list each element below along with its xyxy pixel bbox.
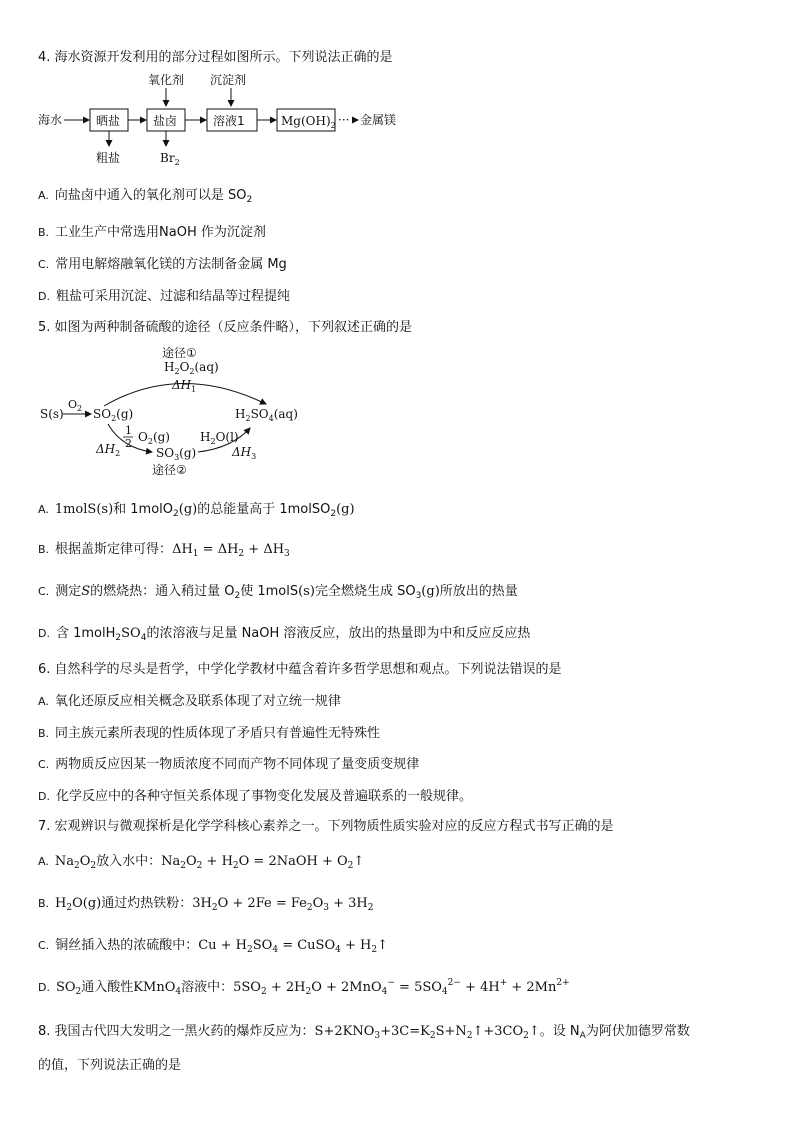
q5-option-b: B. 根据盖斯定律可得：$\Delta H_1 = \Delta H_2 + \Delta H_3$ xyxy=(38,542,290,559)
svg-text:1: 1 xyxy=(125,424,132,437)
q6-stem: 6. 自然科学的尽头是哲学，中学化学教材中蕴含着许多哲学思想和观点。下列说法错误的是 xyxy=(38,662,562,677)
box-brine-label: 盐卤 xyxy=(153,114,178,128)
q5-option-c: C. 测定S的燃烧热：通入稍过量 $O_2$使 1molS(s)完全燃烧生成 $SO_3(g)$所放出的热量 xyxy=(38,584,518,601)
q5-stem: 5. 如图为两种制备硫酸的途径（反应条件略），下列叙述正确的是 xyxy=(38,320,413,335)
route1-label: 途径① xyxy=(162,346,197,360)
q4-option-b: B. 工业生产中常选用NaOH 作为沉淀剂 xyxy=(38,225,266,240)
h2so4-label: $H_2SO_4(aq)$ xyxy=(235,407,298,423)
q5-option-d: D. 含 $1molH_2SO_4$的浓溶液与足量 NaOH 溶液反应，放出的热量即为中和反应反应热 xyxy=(38,626,531,643)
svg-text:H2O(l): $H_2O(l)$ xyxy=(200,430,239,446)
s-label: S(s) xyxy=(40,407,64,421)
svg-text:ΔH2: $\Delta H_2$ xyxy=(96,442,121,458)
q7-option-b: B. $H_2O(g)$通过灼热铁粉：$3H_2O + 2Fe = Fe_2O_3 + 3H_2$ xyxy=(38,896,374,913)
svg-text:···: ··· xyxy=(338,113,350,127)
q7-option-a: A. $Na_2O_2$放入水中：$Na_2O_2 + H_2O$ = 2NaOH + $O_2↑$ xyxy=(38,854,365,871)
q5-sulfuric-acid-diagram xyxy=(0,340,794,480)
q8-line2: 的值，下列说法正确的是 xyxy=(38,1058,182,1073)
so3-label: $SO_3(g)$ xyxy=(156,446,197,462)
q4-option-d: D. 粗盐可采用沉淀、过滤和结晶等过程提纯 xyxy=(38,289,290,304)
q6-option-b: B. 同主族元素所表现的性质体现了矛盾只有普遍性无特殊性 xyxy=(38,726,381,741)
q6-option-a: A. 氧化还原反应相关概念及联系体现了对立统一规律 xyxy=(38,694,341,709)
svg-text:H2O2(aq): $H_2O_2(aq)$ xyxy=(164,360,219,376)
crude-salt-label: 粗盐 xyxy=(96,151,121,165)
svg-text:ΔH1: $\Delta H_1$ xyxy=(172,378,197,394)
q4-seawater-diagram xyxy=(0,68,794,178)
q7-option-c: C. 铜丝插入热的浓硫酸中：$Cu + H_2SO_4$ = CuSO$_4$ + $H_2↑$ xyxy=(38,938,388,955)
so2-label: $SO_2(g)$ xyxy=(93,407,134,423)
oxidant-label: 氧化剂 xyxy=(148,73,185,87)
precipitant-label: 沉淀剂 xyxy=(210,73,247,87)
box-mgoh2-label: $Mg(OH)_2$ xyxy=(281,114,336,130)
svg-text:ΔH3: $\Delta H_3$ xyxy=(232,445,257,461)
q8-line1: 8. 我国古代四大发明之一黑火药的爆炸反应为：$S+2KNO_3+3C=K_2S+N_2↑+3CO_2↑$。设 $N_A$为阿伏加德罗常数 xyxy=(38,1024,690,1041)
box-sunsalt-label: 晒盐 xyxy=(96,114,121,128)
svg-text:2: 2 xyxy=(125,437,132,450)
q4-option-c: C. 常用电解熔融氧化镁的方法制备金属 Mg xyxy=(38,257,287,272)
q4-stem: 4. 海水资源开发利用的部分过程如图所示。下列说法正确的是 xyxy=(38,50,393,65)
seawater-label: 海水 xyxy=(38,113,63,127)
q6-option-d: D. 化学反应中的各种守恒关系体现了事物变化发展及普遍联系的一般规律。 xyxy=(38,789,472,804)
br2-label: $Br_2$ xyxy=(160,151,180,167)
route2-label: 途径② xyxy=(152,463,187,477)
svg-text:O2(g): $O_2(g)$ xyxy=(138,430,170,446)
q7-option-d: D. $SO_2$通入酸性KMnO$_4$溶液中：$5SO_2 + 2H_2O + 2MnO_4^- = 5SO_4^{2-} + 4H^+ + 2Mn^{2+}$ xyxy=(38,978,570,997)
metal-mg-label: 金属镁 xyxy=(360,113,397,127)
q5-option-a: A. 1molS(s)和 1molO$_2$(g)的总能量高于 1molSO$_2$(g) xyxy=(38,502,355,519)
q4-option-a: A. 向盐卤中通入的氧化剂可以是 $SO_2$ xyxy=(38,188,253,205)
q7-stem: 7. 宏观辨识与微观探析是化学学科核心素养之一。下列物质性质实验对应的反应方程式书写正确的是 xyxy=(38,819,614,834)
box-solution1-label: 溶液1 xyxy=(213,114,245,128)
svg-text:O2: $O_2$ xyxy=(68,398,83,413)
q6-option-c: C. 两物质反应因某一物质浓度不同而产物不同体现了量变质变规律 xyxy=(38,757,420,772)
